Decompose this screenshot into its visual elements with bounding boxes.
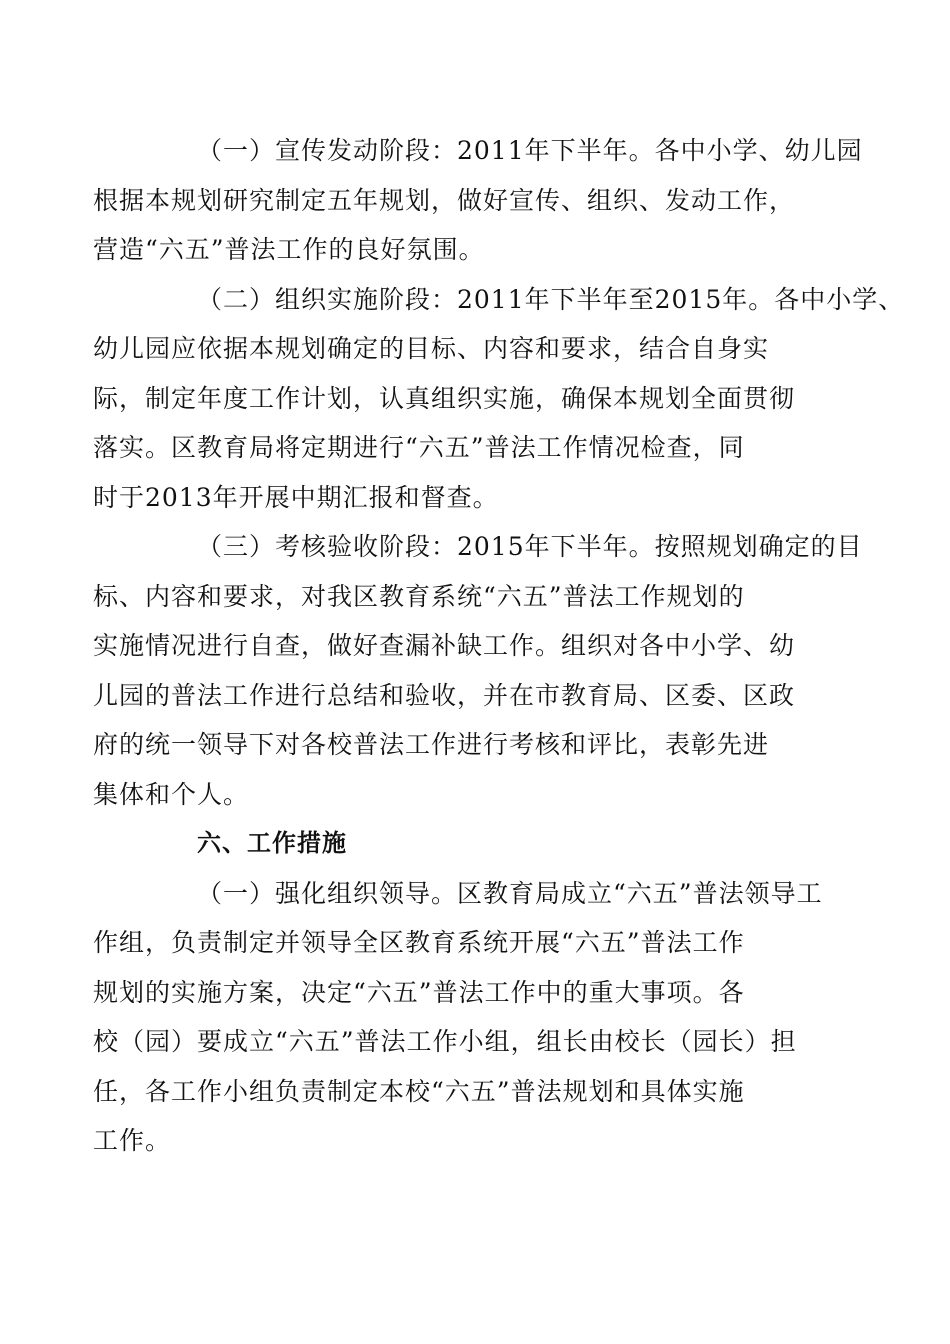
paragraph-stage-3 xyxy=(93,522,863,819)
paragraph-line: 实施情况进行自查，做好查漏补缺工作。组织对各中小学、幼 xyxy=(93,631,796,660)
paragraph-line: 根据本规划研究制定五年规划，做好宣传、组织、发动工作， xyxy=(93,185,796,215)
paragraph-stage-1 xyxy=(93,126,863,275)
paragraph-line: （一）宣传发动阶段：2011年下半年。各中小学、幼儿园 xyxy=(197,136,863,165)
section-heading: 六、工作措施 xyxy=(197,829,347,857)
paragraph-line: 工作。 xyxy=(93,1126,172,1155)
paragraph-line: 时于2013年开展中期汇报和督查。 xyxy=(93,482,499,512)
paragraph-line: 落实。区教育局将定期进行“六五”普法工作情况检查，同 xyxy=(93,433,745,462)
paragraph-line: 儿园的普法工作进行总结和验收，并在市教育局、区委、区政 xyxy=(93,680,796,710)
paragraph-line: 府的统一领导下对各校普法工作进行考核和评比，表彰先进 xyxy=(93,730,770,759)
paragraph-line: 集体和个人。 xyxy=(93,779,250,809)
paragraph-line: 营造“六五”普法工作的良好氛围。 xyxy=(93,235,485,264)
paragraph-stage-2 xyxy=(93,275,905,523)
paragraph-line: 际，制定年度工作计划，认真组织实施，确保本规划全面贯彻 xyxy=(93,383,796,413)
paragraph-line: 规划的实施方案，决定“六五”普法工作中的重大事项。各 xyxy=(93,977,745,1007)
paragraph-line: （二）组织实施阶段：2011年下半年至2015年。各中小学、 xyxy=(197,284,905,314)
paragraph-line: （三）考核验收阶段：2015年下半年。按照规划确定的目 xyxy=(197,532,863,561)
paragraph-line: 标、内容和要求，对我区教育系统“六五”普法工作规划的 xyxy=(93,581,745,611)
paragraph-line: 作组，负责制定并领导全区教育系统开展“六五”普法工作 xyxy=(93,928,745,957)
paragraph-measure-1 xyxy=(93,869,823,1166)
paragraph-line: 幼儿园应依据本规划确定的目标、内容和要求，结合自身实 xyxy=(93,334,770,363)
paragraph-line: 校（园）要成立“六五”普法工作小组，组长由校长（园长）担 xyxy=(93,1027,797,1056)
paragraph-line: （一）强化组织领导。区教育局成立“六五”普法领导工 xyxy=(197,878,823,908)
document-body xyxy=(93,126,905,1166)
paragraph-line: 任，各工作小组负责制定本校“六五”普法规划和具体实施 xyxy=(93,1076,745,1106)
